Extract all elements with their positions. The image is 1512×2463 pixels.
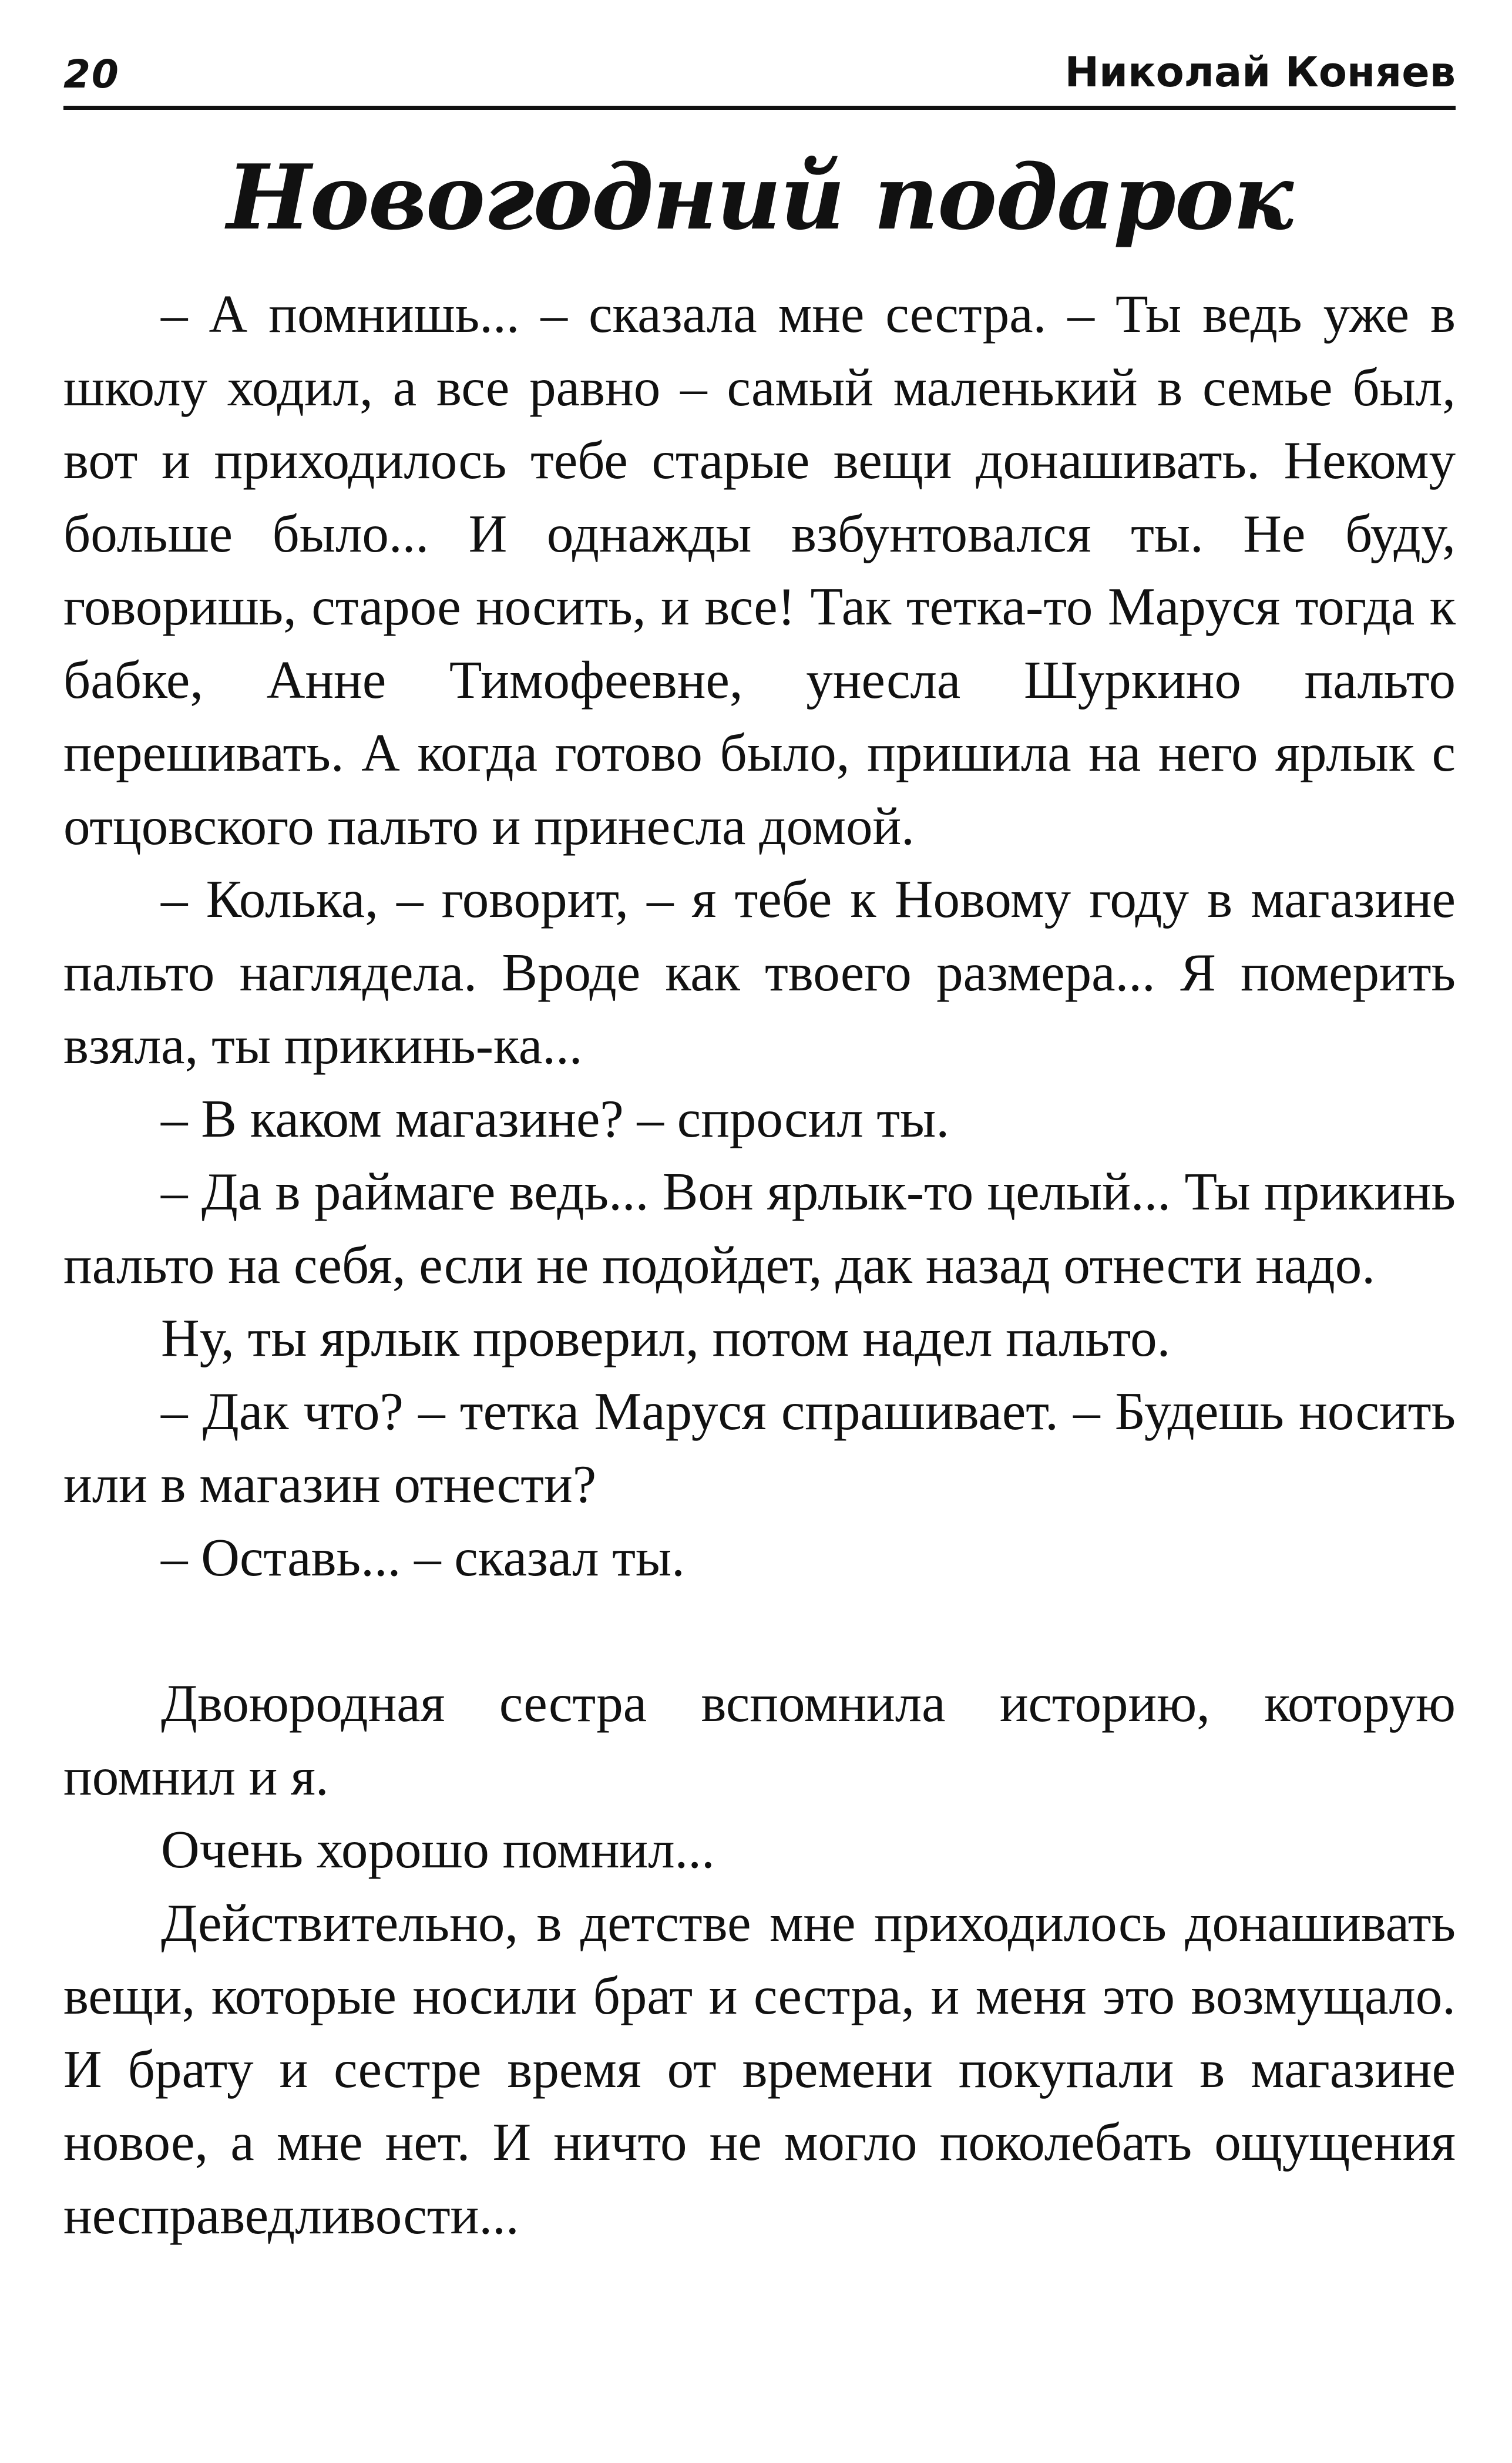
chapter-title: Новогодний подарок [226,145,1293,250]
paragraph: Двоюродная сестра вспомнила историю, которую помнил и я. [63,1674,1456,1806]
paragraph: Очень хорошо помнил... [161,1820,715,1879]
author-name: Николай Коняев [1064,48,1456,96]
running-head [63,41,1456,110]
page-number: 20 [63,52,120,97]
paragraph: – Да в раймаге ведь... Вон ярлык-то целый... Ты прикинь пальто на себя, если не подойдет, дак назад отнести надо. [63,1162,1456,1295]
paragraph: – Оставь... – сказал ты. [161,1527,685,1587]
paragraph: – Дак что? – тетка Маруся спрашивает. – Будешь носить или в магазин отнести? [63,1381,1456,1514]
body-text [63,278,1456,2252]
paragraph: Действительно, в детстве мне приходилось донашивать вещи, которые носили брат и сестра, и меня это возмущало. И брату и сестре время от времени покупали в магазине новое, а мне нет. И ничто не могло поколебать ощущения несправедливости... [63,1893,1456,2245]
paragraph: – А помнишь... – сказала мне сестра. – Ты ведь уже в школу ходил, а все равно – самый маленький в семье был, вот и приходилось тебе старые вещи донашивать. Некому больше было... И однажды взбунтовался ты. Не буду, говоришь, старое носить, и все! Так тетка-то Маруся тогда к бабке, Анне Тимофеевне, унесла Шуркино пальто перешивать. А когда готово было, пришила на него ярлык с отцовского пальто и принесла домой. [63,284,1456,856]
paragraph: – Колька, – говорит, – я тебе к Новому году в магазине пальто наглядела. Вроде как твоего размера... Я померить взяла, ты прикинь-ка... [63,869,1456,1075]
paragraph: Ну, ты ярлык проверил, потом надел пальто. [161,1308,1171,1367]
book-page [63,41,1456,2426]
paragraph: – В каком магазине? – спросил ты. [161,1088,950,1148]
